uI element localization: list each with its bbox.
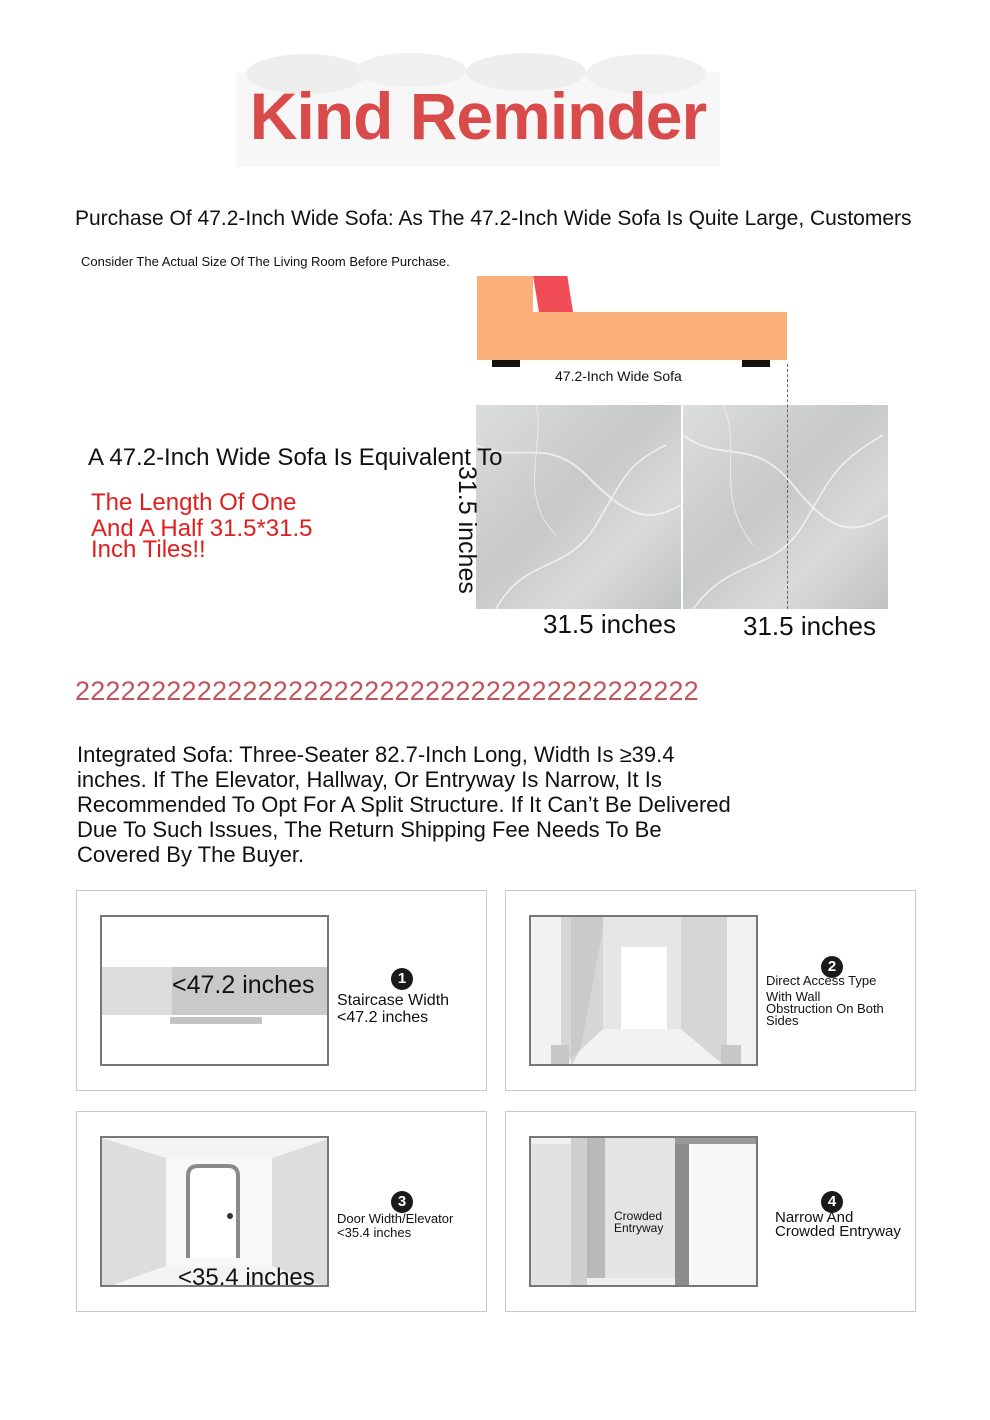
staircase-measure: <47.2 inches <box>172 971 315 999</box>
card-1-text <box>337 993 449 1027</box>
card-4-text <box>775 1211 901 1239</box>
card-2-line-2: With Wall <box>766 989 821 1004</box>
card-4-line-1: Narrow And <box>775 1209 854 1226</box>
door-illustration <box>100 1136 329 1287</box>
sofa-caption: 47.2-Inch Wide Sofa <box>555 368 682 384</box>
card-3-line-1: Door Width/Elevator <box>337 1211 454 1226</box>
card-staircase <box>76 890 487 1091</box>
tile-width-label-1: 31.5 inches <box>543 609 676 639</box>
note-line-3: Recommended To Opt For A Split Structure. If It Can’t Be Delivered <box>77 792 731 817</box>
card-3-line-2: <35.4 inches <box>337 1225 412 1240</box>
intro-line-1: Purchase Of 47.2-Inch Wide Sofa: As The 47.2-Inch Wide Sofa Is Quite Large, Customers <box>75 207 912 230</box>
integrated-sofa-note <box>77 742 797 867</box>
sofa-leg-right <box>742 360 770 367</box>
corridor-illustration <box>529 915 758 1066</box>
marble-tile-2 <box>683 405 888 609</box>
card-number-2: 2 <box>821 956 843 978</box>
sofa-width-guide-line <box>787 364 788 609</box>
card-2-line-1: Direct Access Type <box>766 973 877 988</box>
door-measure: <35.4 inches <box>178 1264 315 1287</box>
equivalence-highlight <box>91 491 411 562</box>
equivalence-heading: A 47.2-Inch Wide Sofa Is Equivalent To <box>88 444 503 471</box>
tile-width-label-2: 31.5 inches <box>743 611 876 641</box>
card-2-line-3: Obstruction On Both <box>766 1001 884 1016</box>
note-line-5: Covered By The Buyer. <box>77 842 305 867</box>
entryway-inner-line-2: Entryway <box>614 1221 664 1235</box>
sofa-illustration <box>477 276 787 360</box>
entryway-illustration <box>529 1136 758 1287</box>
card-2-text <box>766 975 884 1027</box>
note-line-1: Integrated Sofa: Three-Seater 82.7-Inch Long, Width Is ≥39.4 <box>77 742 675 767</box>
separator-text: 22222222222222222222222222222222222222222 <box>75 676 699 706</box>
marble-tile-1 <box>476 405 681 609</box>
intro-line-2: Consider The Actual Size Of The Living Room Before Purchase. <box>81 254 450 269</box>
note-line-2: inches. If The Elevator, Hallway, Or Entryway Is Narrow, It Is <box>77 767 662 792</box>
entryway-inner-label <box>614 1210 663 1234</box>
highlight-line-3: Inch Tiles!! <box>91 536 206 563</box>
card-number-1: 1 <box>391 968 413 990</box>
card-number-3: 3 <box>391 1191 413 1213</box>
highlight-line-1: The Length Of One <box>91 489 297 516</box>
page-title: Kind Reminder <box>249 79 707 153</box>
card-2-line-4: Sides <box>766 1013 799 1028</box>
card-1-line-2: <47.2 inches <box>337 1008 429 1026</box>
card-door-width <box>76 1111 487 1312</box>
card-1-line-1: Staircase Width <box>337 992 450 1009</box>
note-line-4: Due To Such Issues, The Return Shipping Fee Needs To Be <box>77 817 662 842</box>
card-direct-access <box>505 890 916 1091</box>
card-number-4: 4 <box>821 1191 843 1213</box>
entryway-inner-line-1: Crowded <box>614 1209 663 1223</box>
card-4-line-2: Crowded Entryway <box>775 1223 901 1240</box>
card-3-text <box>337 1212 453 1240</box>
card-crowded-entryway <box>505 1111 916 1312</box>
staircase-illustration <box>100 915 329 1066</box>
highlight-line-2: And A Half 31.5*31.5 <box>91 515 313 542</box>
tile-height-label: 31.5 inches <box>453 466 481 594</box>
sofa-leg-left <box>492 360 520 367</box>
